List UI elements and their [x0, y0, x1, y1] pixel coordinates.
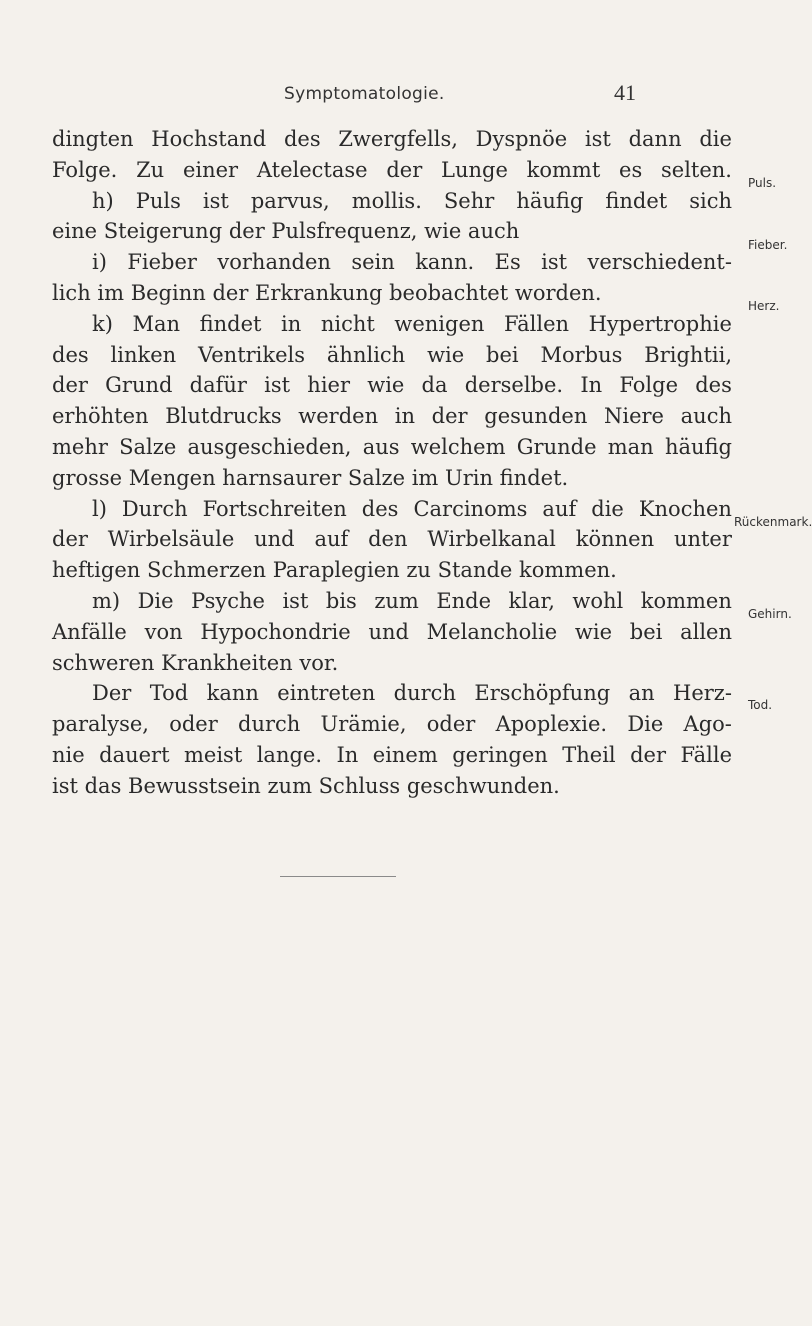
text-line-11: mehr Salze ausgeschieden, aus welchem Grunde man häufig: [52, 434, 732, 459]
margin-note-herz: Herz.: [748, 299, 780, 313]
text-line-12: grosse Mengen harnsaurer Salze im Urin findet.: [52, 465, 569, 490]
margin-note-fieber: Fieber.: [748, 238, 788, 252]
text-line-4: eine Steigerung der Pulsfrequenz, wie auch: [52, 219, 520, 244]
body-text: [52, 124, 732, 802]
page-number: 41: [614, 80, 636, 105]
margin-note-gehirn: Gehirn.: [748, 607, 792, 621]
end-rule: [280, 876, 396, 877]
text-line-8: des linken Ventrikels ähnlich wie bei Morbus Brightii,: [52, 342, 732, 367]
text-line-20: paralyse, oder durch Urämie, oder Apoplexie. Die Ago-: [52, 712, 732, 737]
text-line-6: lich im Beginn der Erkrankung beobachtet worden.: [52, 280, 602, 305]
text-line-21: nie dauert meist lange. In einem geringen Theil der Fälle: [52, 742, 732, 767]
text-line-16: m) Die Psyche ist bis zum Ende klar, wohl kommen: [92, 588, 732, 613]
text-line-22: ist das Bewusstsein zum Schluss geschwunden.: [52, 773, 560, 798]
text-line-7: k) Man findet in nicht wenigen Fällen Hypertrophie: [92, 311, 732, 336]
text-line-17: Anfälle von Hypochondrie und Melancholie wie bei allen: [52, 619, 732, 644]
text-line-9: der Grund dafür ist hier wie da derselbe. In Folge des: [52, 373, 732, 398]
text-line-1: dingten Hochstand des Zwergfells, Dyspnöe ist dann die: [52, 127, 732, 151]
text-line-19: Der Tod kann eintreten durch Erschöpfung an Herz-: [92, 681, 732, 706]
margin-note-tod: Tod.: [748, 698, 773, 712]
text-line-5: i) Fieber vorhanden sein kann. Es ist verschiedent-: [92, 250, 732, 275]
text-line-13: l) Durch Fortschreiten des Carcinoms auf die Knochen: [92, 496, 732, 521]
text-line-15: heftigen Schmerzen Paraplegien zu Stande kommen.: [52, 558, 617, 583]
text-line-18: schweren Krankheiten vor.: [52, 650, 339, 675]
margin-note-puls: Puls.: [748, 176, 777, 190]
running-title: Symptomatologie.: [284, 84, 445, 104]
text-line-14: der Wirbelsäule und auf den Wirbelkanal können unter: [52, 527, 732, 552]
text-line-3: h) Puls ist parvus, mollis. Sehr häufig findet sich: [92, 188, 732, 213]
margin-note-rueckenmark: Rückenmark.: [734, 515, 812, 529]
text-line-10: erhöhten Blutdrucks werden in der gesunden Niere auch: [52, 404, 732, 429]
text-line-2: Folge. Zu einer Atelectase der Lunge kommt es selten.: [52, 157, 732, 182]
